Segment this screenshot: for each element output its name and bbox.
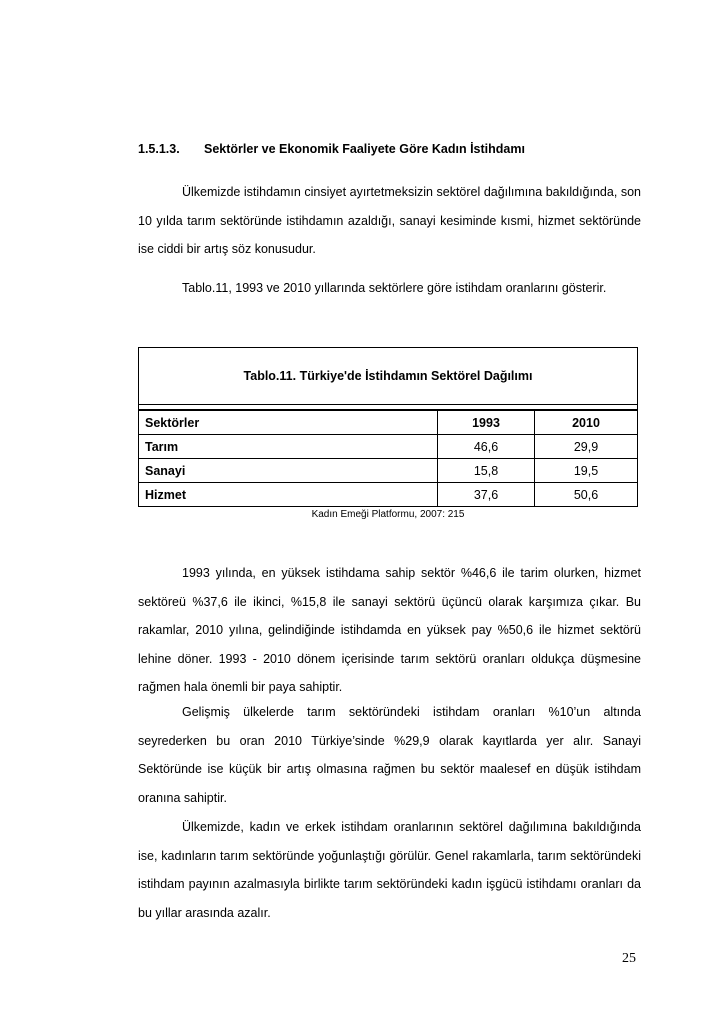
row-value-2010: 19,5 bbox=[535, 459, 638, 483]
header-2010: 2010 bbox=[535, 411, 638, 435]
row-value-2010: 50,6 bbox=[535, 483, 638, 507]
paragraph-text: Gelişmiş ülkelerde tarım sektöründeki istihdam oranları %10’un altında seyrederken bu oran 2010 Türkiye’sinde %29,9 olarak kayıtlarda yer alır. Sanayi Sektöründe ise küçük bir artış olmasına rağmen bu sektör maalesef en düşük istihdam oranına sahiptir. bbox=[138, 705, 641, 805]
header-1993: 1993 bbox=[438, 411, 535, 435]
row-value-2010: 29,9 bbox=[535, 435, 638, 459]
table-source: Kadın Emeği Platformu, 2007: 215 bbox=[311, 509, 465, 520]
table-header-row bbox=[139, 411, 638, 435]
section-heading bbox=[138, 142, 525, 156]
table-row bbox=[139, 435, 638, 459]
paragraph-text: Ülkemizde, kadın ve erkek istihdam oranlarının sektörel dağılımına bakıldığında ise, kadınların tarım sektöründe yoğunlaştığı görülür. Genel rakamlarla, tarım sektöründeki istihdam payının azalmasıyla birlikte tarım sektöründeki kadın işgücü istihdamı oranları da bu yıllar arasında azalır. bbox=[138, 820, 641, 920]
header-sector: Sektörler bbox=[139, 411, 438, 435]
sector-table bbox=[138, 347, 638, 520]
row-sector: Hizmet bbox=[139, 483, 438, 507]
table-row bbox=[139, 459, 638, 483]
data-table bbox=[138, 410, 638, 507]
paragraph-text: Tablo.11, 1993 ve 2010 yıllarında sektörlere göre istihdam oranlarını gösterir. bbox=[182, 281, 607, 295]
paragraph-text: Ülkemizde istihdamın cinsiyet ayırtetmeksizin sektörel dağılımına bakıldığında, son 10 yılda tarım sektöründe istihdamın azaldığı, sanayi kesiminde kısmi, hizmet sektöründe ise ciddi bir artış söz konusudur. bbox=[138, 185, 641, 256]
row-value-1993: 15,8 bbox=[438, 459, 535, 483]
row-sector: Sanayi bbox=[139, 459, 438, 483]
table-row bbox=[139, 483, 638, 507]
paragraph-4 bbox=[138, 698, 641, 812]
table-title: Tablo.11. Türkiye'de İstihdamın Sektörel Dağılımı bbox=[139, 348, 637, 405]
row-value-1993: 46,6 bbox=[438, 435, 535, 459]
paragraph-2 bbox=[138, 274, 641, 303]
paragraph-text: 1993 yılında, en yüksek istihdama sahip sektör %46,6 ile tarim olurken, hizmet sektöreü %37,6 ile ikinci, %15,8 ile sanayi sektörü üçüncü olarak karşımıza çıkar. Bu rakamlar, 2010 yılına, gelindiğinde istihdamda en yüksek pay %50,6 ile hizmet sektörü lehine döner. 1993 - 2010 dönem içerisinde tarım sektörü oranları oldukça düşmesine rağmen hala önemli bir paya sahiptir. bbox=[138, 566, 641, 694]
row-value-1993: 37,6 bbox=[438, 483, 535, 507]
page-number: 25 bbox=[622, 951, 636, 966]
section-title: Sektörler ve Ekonomik Faaliyete Göre Kadın İstihdamı bbox=[204, 142, 525, 156]
paragraph-3 bbox=[138, 559, 641, 702]
row-sector: Tarım bbox=[139, 435, 438, 459]
paragraph-1 bbox=[138, 178, 641, 264]
paragraph-5 bbox=[138, 813, 641, 927]
section-number: 1.5.1.3. bbox=[138, 142, 180, 156]
